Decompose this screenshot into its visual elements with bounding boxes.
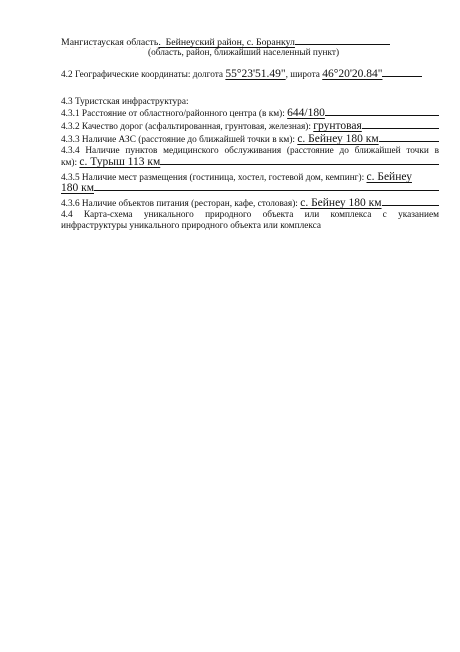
region-text: Мангистауская область [61,37,159,48]
latitude-value: 46°20'20.84" [322,69,383,80]
coords-label: 4.2 Географические координаты: долгота [61,70,224,80]
gas-line [61,134,439,146]
distance-value: 644/180 [287,108,325,119]
map-line-1: 4.4 Карта-схема уникального природного объекта или комплекса с указанием [61,210,439,220]
gas-label: 4.3.3 Наличие АЗС (расстояние до ближайшей точки в км): [61,135,295,145]
lodging-value-2: 180 км [61,183,94,194]
food-line [61,198,439,210]
district-text: Бейнеуский район, с. Боранкул [165,37,295,48]
medical-label-end: км): [61,158,78,168]
location-caption: (область, район, ближайший населенный пункт) [148,48,340,58]
food-value: с. Бейнеу 180 км [300,198,382,209]
infra-heading: 4.3 Туристская инфраструктура: [61,97,189,107]
food-label: 4.3.6 Наличие объектов питания (ресторан, кафе, столовая): [61,199,298,209]
roads-line [61,121,439,133]
roads-value: грунтовая [313,121,362,132]
roads-label: 4.3.2 Качество дорог (асфальтированная, грунтовая, железная): [61,122,311,132]
medical-line-1: 4.3.4 Наличие пунктов медицинского обслуживания (расстояние до ближайшей точки в [61,146,439,156]
gas-value: с. Бейнеу 180 км [297,134,379,145]
longitude-value: 55°23'51.49" [225,69,286,80]
map-line-2: инфраструктуры уникального природного объекта или комплекса [61,221,322,231]
medical-value: с. Турыш 113 км [79,157,161,168]
medical-line-2 [61,157,439,169]
lodging-line-2 [61,183,439,195]
distance-line [61,108,439,120]
coordinates-line [61,69,439,81]
distance-label: 4.3.1 Расстояние от областного/районного центра (в км): [61,109,285,119]
latitude-label: , широта [285,70,320,80]
lodging-label: 4.3.5 Наличие мест размещения (гостиница, хостел, гостевой дом, кемпинг): [61,173,365,183]
location-line: Мангистауская область. Бейнеуский район, с. Боранкул [61,37,431,48]
lodging-value-1: с. Бейнеу [366,172,412,183]
